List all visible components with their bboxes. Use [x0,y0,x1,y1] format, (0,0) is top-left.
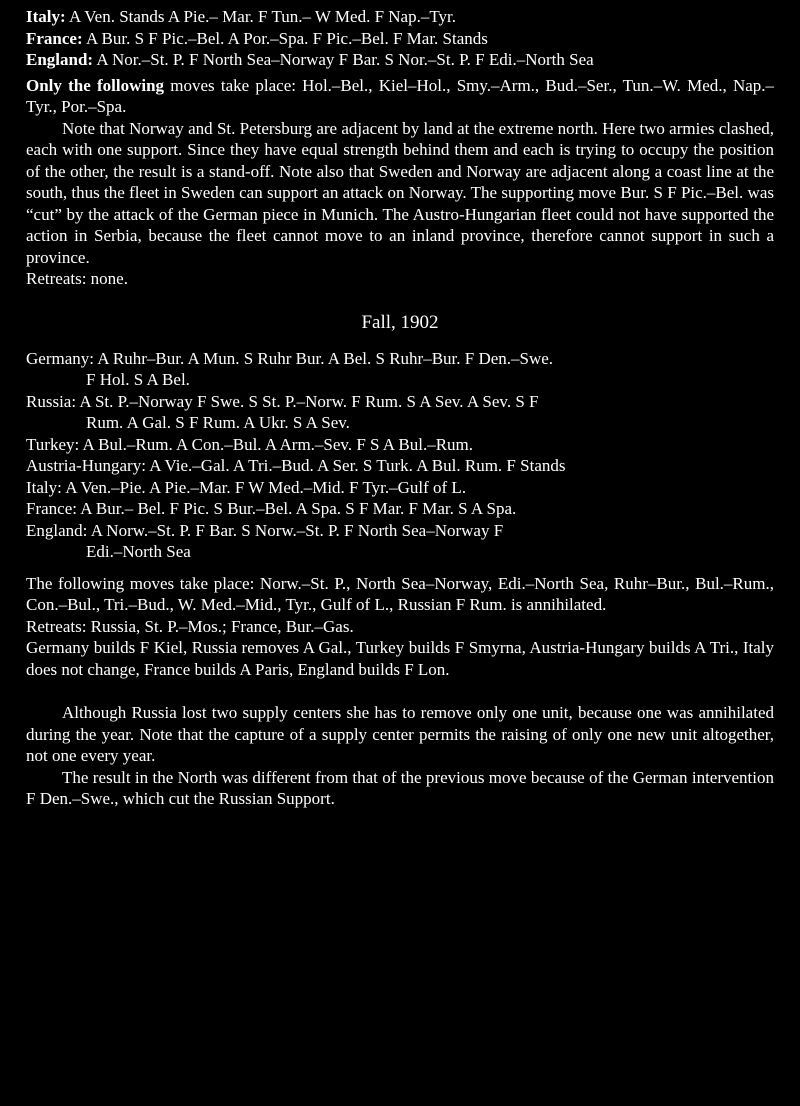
top-orders [26,6,774,71]
nation-label: Italy: [26,477,62,497]
note-paragraph-3: The result in the North was different from that of the previous move because of the German intervention F Den.–Swe., which cut the Russian Support. [26,767,774,808]
season-heading: Fall, 1902 [361,311,439,333]
order-turkey [26,434,774,456]
order-moves: A Bur. S F Pic.–Bel. A Por.–Spa. F Pic.–Bel. F Mar. Stands [85,28,488,48]
nation-label: England: [26,50,94,69]
order-england [26,49,774,71]
spacer [26,680,774,702]
builds-paragraph: Germany builds F Kiel, Russia removes A Gal., Turkey builds F Smyrna, Austria-Hungary builds A Tri., Italy does not change, France builds A Paris, England builds F Lon. [26,638,774,679]
order-moves: A Ven. Stands A Pie.– Mar. F Tun.– W Med. F Nap.–Tyr. [68,7,457,26]
nation-label: France: [26,28,83,48]
order-moves: A St. P.–Norway F Swe. S St. P.–Norw. F Rum. S A Sev. A Sev. S F [79,391,539,411]
order-italy [26,6,774,28]
only-moves-text: moves take place: Hol.–Bel., Kiel–Hol., Smy.–Arm., Bud.–Ser., Tun.–W. Med., Nap.–Tyr., Por.–Spa. [26,75,775,116]
following-moves-paragraph: The following moves take place: Norw.–St. P., North Sea–Norway, Edi.–North Sea, Ruhr–Bur., Bul.–Rum., Con.–Bul., Tri.–Bud., W. Med.–Mid., Tyr., Gulf of L., Russian F Rum. is annihilated. [26,573,774,614]
nation-label: Austria-Hungary: [26,456,146,475]
spacer [26,563,774,573]
order-austria-hungary [26,455,774,477]
order-moves: A Nor.–St. P. F North Sea–Norway F Bar. S Nor.–St. P. F Edi.–North Sea [96,50,594,69]
order-moves: A Norw.–St. P. F Bar. S Norw.–St. P. F North Sea–Norway F [90,520,504,540]
nation-label: Russia: [26,391,77,411]
order-russia [26,391,774,434]
order-moves: A Vie.–Gal. A Tri.–Bud. A Ser. S Turk. A Bul. Rum. F Stands [149,456,566,475]
order-england-fall [26,520,774,563]
order-moves: A Ruhr–Bur. A Mun. S Ruhr Bur. A Bel. S Ruhr–Bur. F Den.–Swe. [97,348,554,368]
retreats-line-2: Retreats: Russia, St. P.–Mos.; France, Bur.–Gas. [26,616,354,636]
nation-label: Italy: [26,7,66,26]
retreats-line-1: Retreats: none. [26,269,128,288]
note-paragraph-1: Note that Norway and St. Petersburg are adjacent by land at the extreme north. Here two armies clashed, each with one support. Since they have equal strength behind them and each is trying to occupy the position of the other, the result is a stand-off. Note also that Sweden and Norway are adjacent along a coast line at the south, thus the fleet in Sweden can support an attack on Norway. The supporting move Bur. S F Pic.–Bel. was “cut” by the attack of the German piece in Munich. The Austro-Hungarian fleet could not have supported the action in Serbia, because the fleet cannot move to an inland province, therefore cannot support in such a province. [26,118,774,267]
note-paragraph-2: Although Russia lost two supply centers she has to remove only one unit, because one was annihilated during the year. Note that the capture of a supply center permits the raising of only one new unit altogether, not one every year. [26,703,774,765]
only-moves-lead: Only the following [26,75,165,95]
order-france-fall [26,498,774,520]
order-continuation: Edi.–North Sea [86,542,191,561]
nation-label: Germany: [26,348,94,368]
order-continuation: Rum. A Gal. S F Rum. A Ukr. S A Sev. [86,413,350,432]
order-moves: A Bur.– Bel. F Pic. S Bur.–Bel. A Spa. S F Mar. F Mar. S A Spa. [80,499,517,518]
order-moves: A Ven.–Pie. A Pie.–Mar. F W Med.–Mid. F Tyr.–Gulf of L. [65,477,467,497]
fall-orders [26,348,774,563]
order-france [26,28,774,50]
only-moves-paragraph [26,75,774,118]
nation-label: England: [26,520,88,540]
order-italy-fall [26,477,774,499]
order-germany [26,348,774,391]
order-moves: A Bul.–Rum. A Con.–Bul. A Arm.–Sev. F S A Bul.–Rum. [82,434,473,454]
order-continuation: F Hol. S A Bel. [86,370,190,389]
nation-label: France: [26,499,77,518]
nation-label: Turkey: [26,434,80,454]
